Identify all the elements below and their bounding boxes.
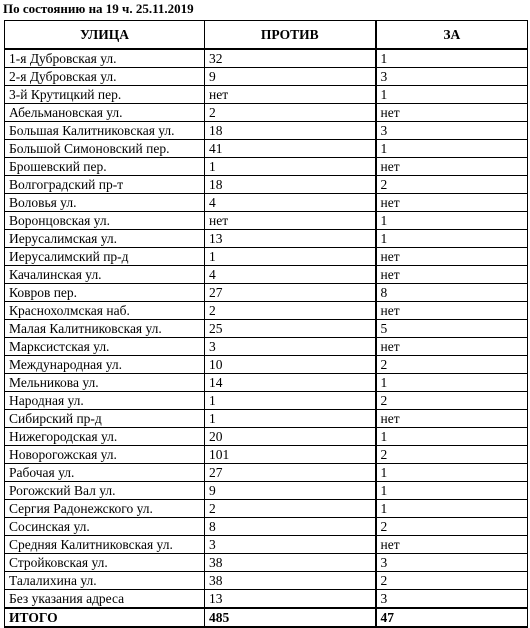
for-count: 1 — [376, 86, 528, 104]
street-name: Сибирский пр-д — [5, 410, 205, 428]
for-count: 2 — [376, 176, 528, 194]
against-count: 20 — [205, 428, 376, 446]
against-count: 14 — [205, 374, 376, 392]
for-count: 1 — [376, 464, 528, 482]
table-row — [5, 248, 528, 266]
for-count: 2 — [376, 572, 528, 590]
for-count: 2 — [376, 392, 528, 410]
against-count: 1 — [205, 248, 376, 266]
against-count: 1 — [205, 410, 376, 428]
for-count: 3 — [376, 122, 528, 140]
table-row — [5, 140, 528, 158]
street-name: 1-я Дубровская ул. — [5, 49, 205, 68]
street-name: Сергия Радонежского ул. — [5, 500, 205, 518]
for-count: 1 — [376, 140, 528, 158]
street-name: Брошевский пер. — [5, 158, 205, 176]
table-row — [5, 356, 528, 374]
for-count: нет — [376, 266, 528, 284]
for-count: 3 — [376, 68, 528, 86]
against-count: 38 — [205, 572, 376, 590]
table-row — [5, 572, 528, 590]
table-header-row — [5, 21, 528, 50]
against-count: 2 — [205, 302, 376, 320]
against-count: 3 — [205, 536, 376, 554]
against-count: 9 — [205, 68, 376, 86]
table-row — [5, 482, 528, 500]
for-count: 2 — [376, 446, 528, 464]
table-row — [5, 86, 528, 104]
against-count: 18 — [205, 122, 376, 140]
total-for: 47 — [376, 608, 528, 627]
street-name: Большая Калитниковская ул. — [5, 122, 205, 140]
for-count: нет — [376, 536, 528, 554]
for-count: 3 — [376, 554, 528, 572]
against-count: 10 — [205, 356, 376, 374]
table-row — [5, 230, 528, 248]
total-row — [5, 608, 528, 627]
table-row — [5, 194, 528, 212]
against-count: 2 — [205, 104, 376, 122]
for-count: 2 — [376, 518, 528, 536]
street-name: 2-я Дубровская ул. — [5, 68, 205, 86]
against-count: 27 — [205, 284, 376, 302]
against-count: 1 — [205, 158, 376, 176]
column-header-street: УЛИЦА — [5, 21, 205, 50]
for-count: 1 — [376, 212, 528, 230]
table-row — [5, 122, 528, 140]
against-count: 13 — [205, 590, 376, 609]
against-count: 2 — [205, 500, 376, 518]
for-count: 8 — [376, 284, 528, 302]
for-count: нет — [376, 410, 528, 428]
street-name: Талалихина ул. — [5, 572, 205, 590]
for-count: 1 — [376, 500, 528, 518]
street-name: Малая Калитниковская ул. — [5, 320, 205, 338]
table-row — [5, 284, 528, 302]
against-count: 9 — [205, 482, 376, 500]
against-count: нет — [205, 86, 376, 104]
for-count: 5 — [376, 320, 528, 338]
for-count: нет — [376, 302, 528, 320]
against-count: 4 — [205, 194, 376, 212]
street-name: Нижегородская ул. — [5, 428, 205, 446]
street-name: Краснохолмская наб. — [5, 302, 205, 320]
table-row — [5, 68, 528, 86]
street-name: Воронцовская ул. — [5, 212, 205, 230]
table-row — [5, 302, 528, 320]
table-row — [5, 518, 528, 536]
table-row — [5, 320, 528, 338]
street-name: Волгоградский пр-т — [5, 176, 205, 194]
street-name: Международная ул. — [5, 356, 205, 374]
against-count: нет — [205, 212, 376, 230]
against-count: 32 — [205, 49, 376, 68]
street-name: 3-й Крутицкий пер. — [5, 86, 205, 104]
street-name: Марксистская ул. — [5, 338, 205, 356]
for-count: 1 — [376, 428, 528, 446]
for-count: 1 — [376, 49, 528, 68]
report-caption: По состоянию на 19 ч. 25.11.2019 — [3, 1, 194, 16]
table-row — [5, 392, 528, 410]
for-count: нет — [376, 158, 528, 176]
for-count: нет — [376, 338, 528, 356]
for-count: 3 — [376, 590, 528, 609]
against-count: 13 — [205, 230, 376, 248]
for-count: 1 — [376, 482, 528, 500]
column-header-for: ЗА — [376, 21, 528, 50]
table-row — [5, 104, 528, 122]
table-row — [5, 500, 528, 518]
against-count: 41 — [205, 140, 376, 158]
against-count: 18 — [205, 176, 376, 194]
table-row — [5, 338, 528, 356]
for-count: нет — [376, 248, 528, 266]
street-name: Большой Симоновский пер. — [5, 140, 205, 158]
table-row — [5, 49, 528, 68]
street-name: Качалинская ул. — [5, 266, 205, 284]
street-name: Абельмановская ул. — [5, 104, 205, 122]
table-row — [5, 410, 528, 428]
for-count: нет — [376, 104, 528, 122]
table-row — [5, 212, 528, 230]
against-count: 3 — [205, 338, 376, 356]
street-name: Рабочая ул. — [5, 464, 205, 482]
street-name: Мельникова ул. — [5, 374, 205, 392]
table-row — [5, 554, 528, 572]
column-header-against: ПРОТИВ — [205, 21, 376, 50]
street-name: Рогожский Вал ул. — [5, 482, 205, 500]
table-row — [5, 158, 528, 176]
street-name: Воловья ул. — [5, 194, 205, 212]
table-row — [5, 374, 528, 392]
street-name: Новорогожская ул. — [5, 446, 205, 464]
total-against: 485 — [205, 608, 376, 627]
for-count: 1 — [376, 230, 528, 248]
table-body — [5, 49, 528, 608]
table-row — [5, 590, 528, 609]
street-name: Стройковская ул. — [5, 554, 205, 572]
against-count: 25 — [205, 320, 376, 338]
table-row — [5, 446, 528, 464]
street-name: Ковров пер. — [5, 284, 205, 302]
table-row — [5, 536, 528, 554]
total-label: ИТОГО — [5, 608, 205, 627]
street-name: Иерусалимский пр-д — [5, 248, 205, 266]
against-count: 8 — [205, 518, 376, 536]
street-name: Народная ул. — [5, 392, 205, 410]
street-name: Без указания адреса — [5, 590, 205, 609]
table-row — [5, 176, 528, 194]
against-count: 101 — [205, 446, 376, 464]
for-count: 1 — [376, 374, 528, 392]
against-count: 1 — [205, 392, 376, 410]
for-count: 2 — [376, 356, 528, 374]
table-row — [5, 266, 528, 284]
street-name: Средняя Калитниковская ул. — [5, 536, 205, 554]
table-row — [5, 464, 528, 482]
street-name: Иерусалимская ул. — [5, 230, 205, 248]
for-count: нет — [376, 194, 528, 212]
table-row — [5, 428, 528, 446]
street-votes-table — [4, 20, 528, 628]
against-count: 27 — [205, 464, 376, 482]
street-name: Сосинская ул. — [5, 518, 205, 536]
against-count: 4 — [205, 266, 376, 284]
against-count: 38 — [205, 554, 376, 572]
